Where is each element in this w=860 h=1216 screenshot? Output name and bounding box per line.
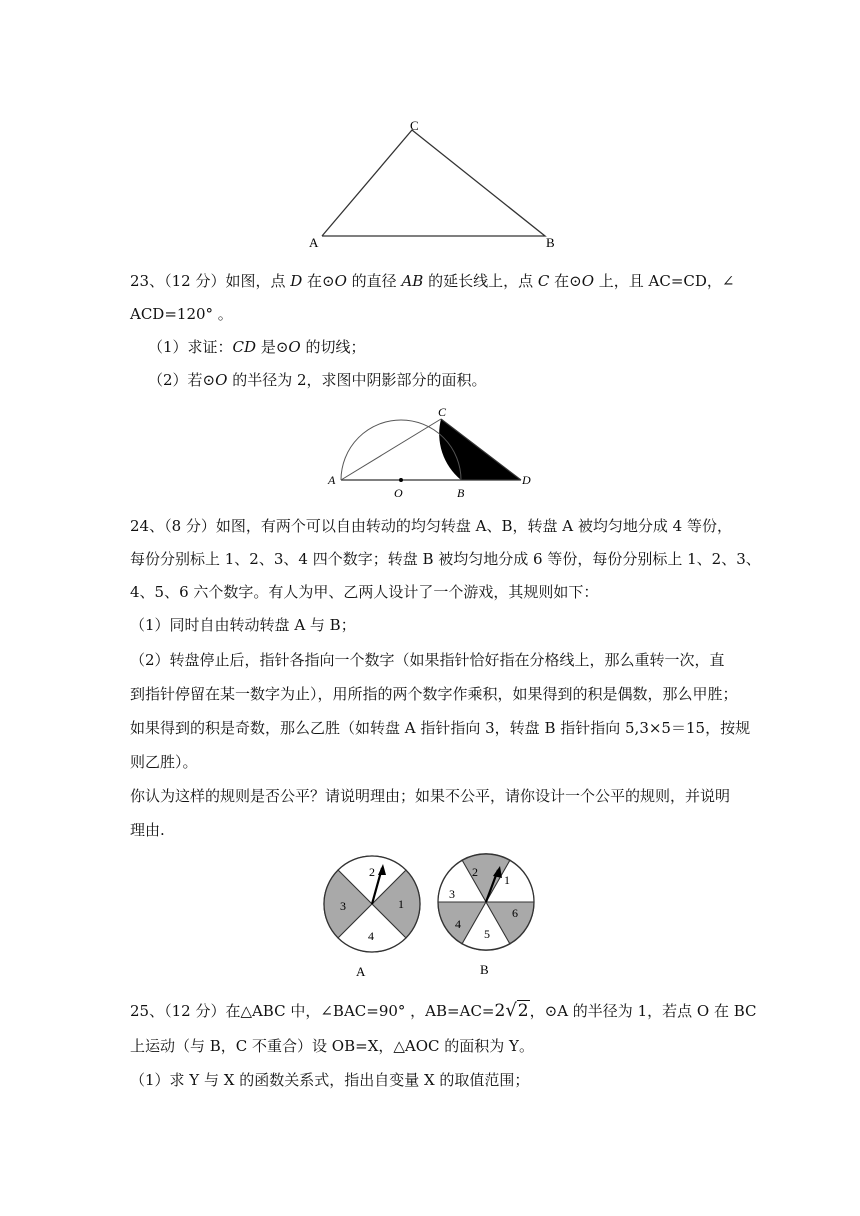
chord-AC [341, 419, 441, 480]
q23-part2: （2）若⊙O 的半径为 2，求图中阴影部分的面积。 [148, 371, 487, 389]
q24-line2: 每份分别标上 1、2、3、4 四个数字；转盘 B 被均匀地分成 6 等份，每份分别标上 1、2、3、 [130, 550, 761, 568]
spinners-figure [320, 848, 540, 980]
label-C: C [410, 118, 419, 133]
q24-line3: 4、5、6 六个数字。有人为甲、乙两人设计了一个游戏，其规则如下： [130, 583, 599, 601]
q24-question2: 理由. [130, 821, 165, 839]
spinner-b-label-2: 2 [472, 865, 478, 879]
q25-line1: 25、（12 分）在△ABC 中，∠BAC=90° ，AB=AC=2√2，⊙A 的半径为 1，若点 O 在 BC [130, 1000, 757, 1021]
q24-rule2b: 到指针停留在某一数字为止），用所指的两个数字作乘积，如果得到的积是偶数，那么甲胜； [130, 685, 738, 703]
spinner-a-label-4: 4 [368, 929, 374, 943]
triangle-edges [322, 130, 545, 236]
label-B: B [457, 486, 465, 500]
q24-rule2a: （2）转盘停止后，指针各指向一个数字（如果指针恰好指在分格线上，那么重转一次，直 [130, 651, 725, 669]
label-A: A [328, 473, 336, 487]
q24-line1: 24、（8 分）如图，有两个可以自由转动的均匀转盘 A、B，转盘 A 被均匀地分成 4 等份， [130, 517, 732, 535]
spinner-a-label-3: 3 [340, 899, 346, 913]
spinner-b-label-6: 6 [512, 906, 518, 920]
q24-rule2d: 则乙胜）。 [130, 753, 198, 771]
q25-part1: （1）求 Y 与 X 的函数关系式，指出自变量 X 的取值范围； [130, 1071, 530, 1089]
q23-part1: （1）求证：CD 是⊙O 的切线； [148, 338, 366, 356]
spinner-b-label-1: 1 [504, 873, 510, 887]
spinner-b-label-4: 4 [455, 917, 461, 931]
q24-question1: 你认为这样的规则是否公平？请说明理由；如果不公平，请你设计一个公平的规则，并说明 [130, 787, 731, 805]
q24-rule2c: 如果得到的积是奇数，那么乙胜（如转盘 A 指针指向 3，转盘 B 指针指向 5,3×5＝15，按规 [130, 719, 751, 737]
q23-line2: ACD=120° 。 [130, 305, 233, 323]
sqrt-expression: 2√2 [494, 1000, 529, 1021]
spinner-b-label-3: 3 [449, 887, 455, 901]
label-D: D [522, 473, 531, 487]
q25-line2: 上运动（与 B，C 不重合）设 OB=X，△AOC 的面积为 Y。 [130, 1037, 534, 1055]
label-A: A [309, 235, 319, 250]
q23-line1: 23、（12 分）如图，点 D 在⊙O 的直径 AB 的延长线上，点 C 在⊙O 上，且 AC=CD，∠ [130, 272, 735, 290]
label-B: B [546, 235, 555, 250]
center-point [399, 478, 403, 482]
semicircle-figure [320, 405, 540, 500]
label-O: O [394, 486, 403, 500]
spinner-b-label-5: 5 [484, 927, 490, 941]
spinner-a-label-1: 1 [398, 897, 404, 911]
q24-rule1: （1）同时自由转动转盘 A 与 B； [130, 616, 356, 634]
spinner-a-caption: A [356, 964, 366, 979]
label-C: C [438, 405, 447, 419]
triangle-figure [300, 110, 570, 250]
spinner-a-label-2: 2 [369, 865, 375, 879]
spinner-a [324, 856, 420, 952]
spinner-b-caption: B [480, 962, 489, 977]
spinner-b [438, 854, 534, 951]
